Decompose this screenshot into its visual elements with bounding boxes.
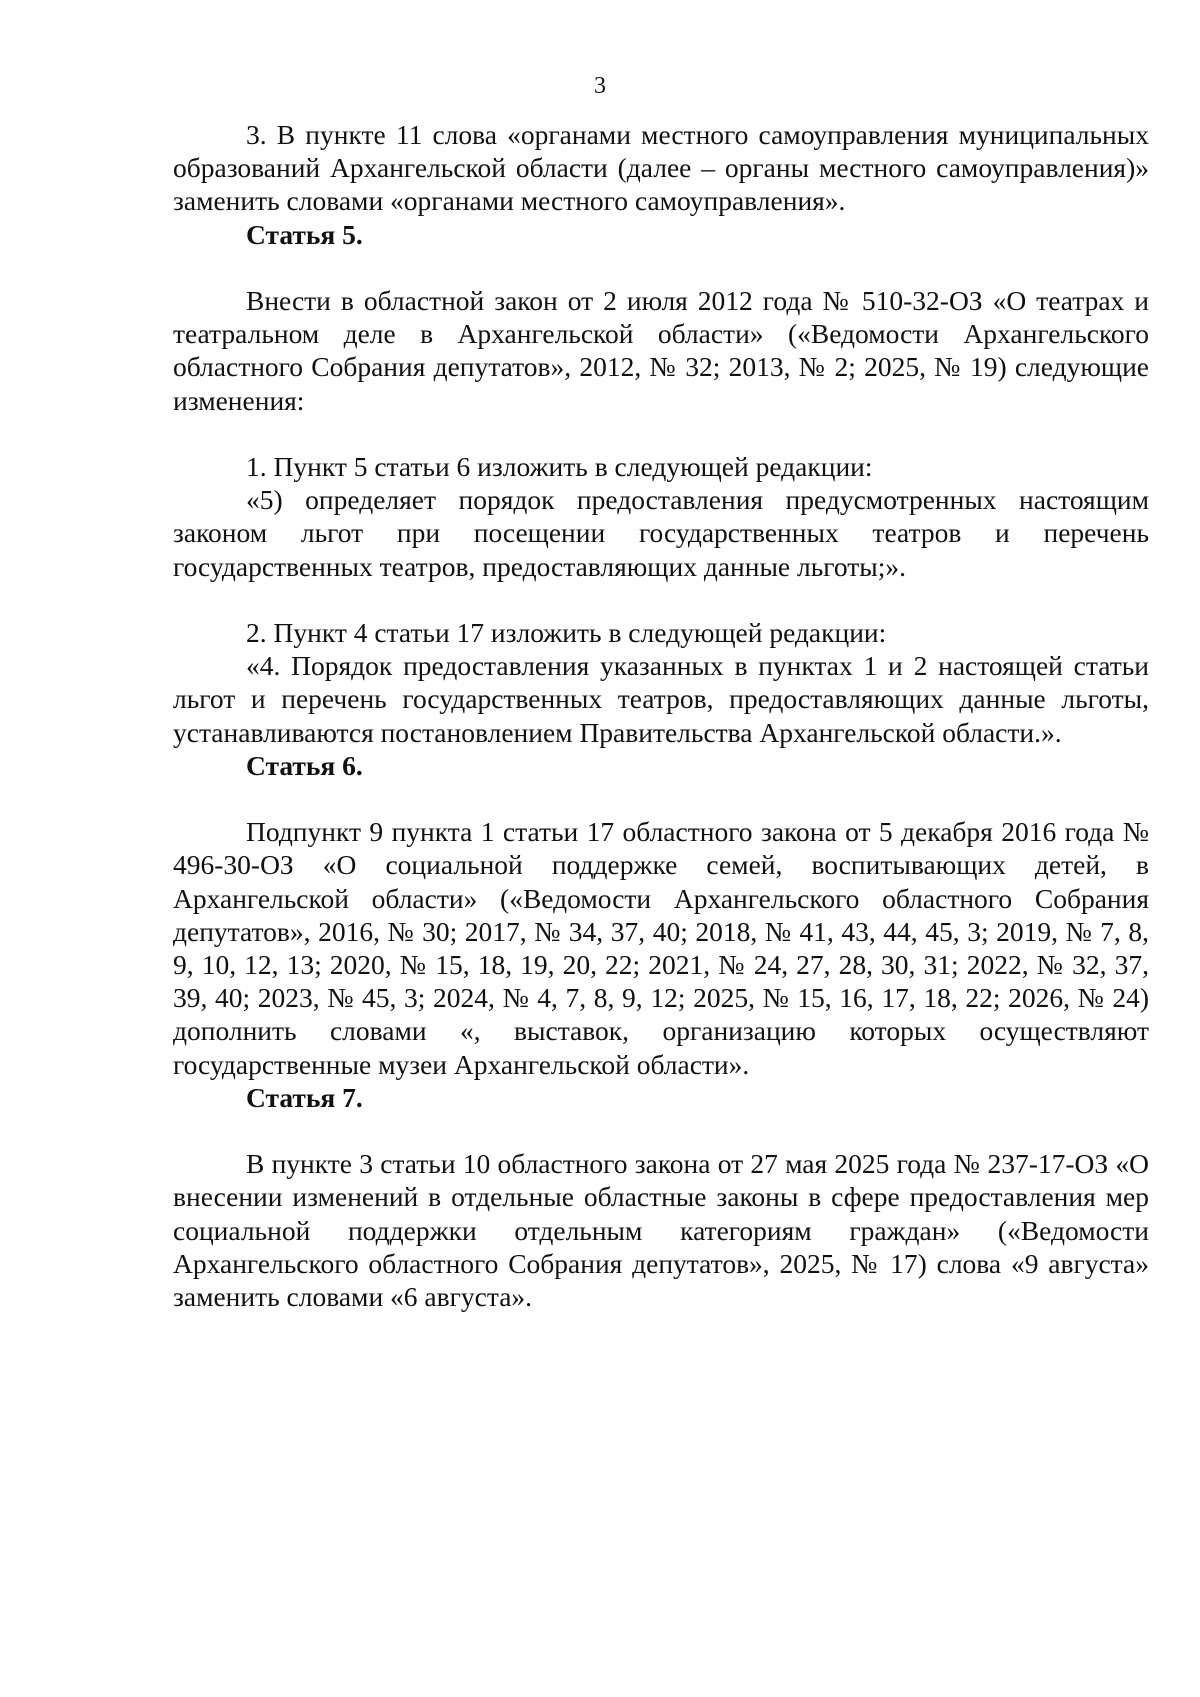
paragraph-article-6-text: Подпункт 9 пункта 1 статьи 17 областного закона от 5 декабря 2016 года № 496-30-ОЗ «О социальной поддержке семей, воспитывающих детей, в Архангельской области» («Ведомости Архангельского областного Собрания депутатов», 2016, № 30; 2017, № 34, 37, 40; 2018, № 41, 43, 44, 45, 3; 2019, № 7, 8, 9, 10, 12, 13; 2020, № 15, 18, 19, 20, 22; 2021, № 24, 27, 28, 30, 31; 2022, № 32, 37, 39, 40; 2023, № 45, 3; 2024, № 4, 7, 8, 9, 12; 2025, № 15, 16, 17, 18, 22; 2026, № 24) дополнить словами «, выставок, организацию которых осуществляют государственные музеи Архангельской области». [173, 816, 1149, 1080]
paragraph-article-5-item-1-text: «5) определяет порядок предоставления предусмотренных настоящим законом льгот при посещении государственных театров и перечень государственных театров, предоставляющих данные льготы;». [173, 484, 1149, 582]
article-7-heading: Статья 7. [246, 1081, 363, 1113]
paragraph-article-7-text: В пункте 3 статьи 10 областного закона от 27 мая 2025 года № 237-17-ОЗ «О внесении изменений в отдельные областные законы в сфере предоставления мер социальной поддержки отдельным категориям граждан» («Ведомости Архангельского областного Собрания депутатов», 2025, № 17) слова «9 августа» заменить словами «6 августа». [173, 1148, 1149, 1313]
article-6-heading: Статья 6. [246, 749, 363, 781]
document-body [173, 118, 1149, 1313]
paragraph-article-5-item-1: 1. Пункт 5 статьи 6 изложить в следующей редакции: [246, 451, 873, 482]
paragraph-amendment-item-3: 3. В пункте 11 слова «органами местного самоуправления муниципальных образований Архангельской области (далее – органы местного самоуправления)» заменить словами «органами местного самоуправления». [173, 119, 1149, 217]
paragraph-article-5-item-2-text: «4. Порядок предоставления указанных в пунктах 1 и 2 настоящей статьи льгот и перечень государственных театров, предоставляющих данные льготы, устанавливаются постановлением Правительства Архангельской области.». [173, 650, 1149, 748]
page-number: 3 [594, 73, 606, 99]
paragraph-article-5-item-2: 2. Пункт 4 статьи 17 изложить в следующей редакции: [246, 617, 887, 648]
paragraph-article-5-intro: Внести в областной закон от 2 июля 2012 года № 510-32-ОЗ «О театрах и театральном деле в Архангельской области» («Ведомости Архангельского областного Собрания депутатов», 2012, № 32; 2013, № 2; 2025, № 19) следующие изменения: [173, 285, 1149, 416]
article-5-heading: Статья 5. [246, 218, 363, 250]
